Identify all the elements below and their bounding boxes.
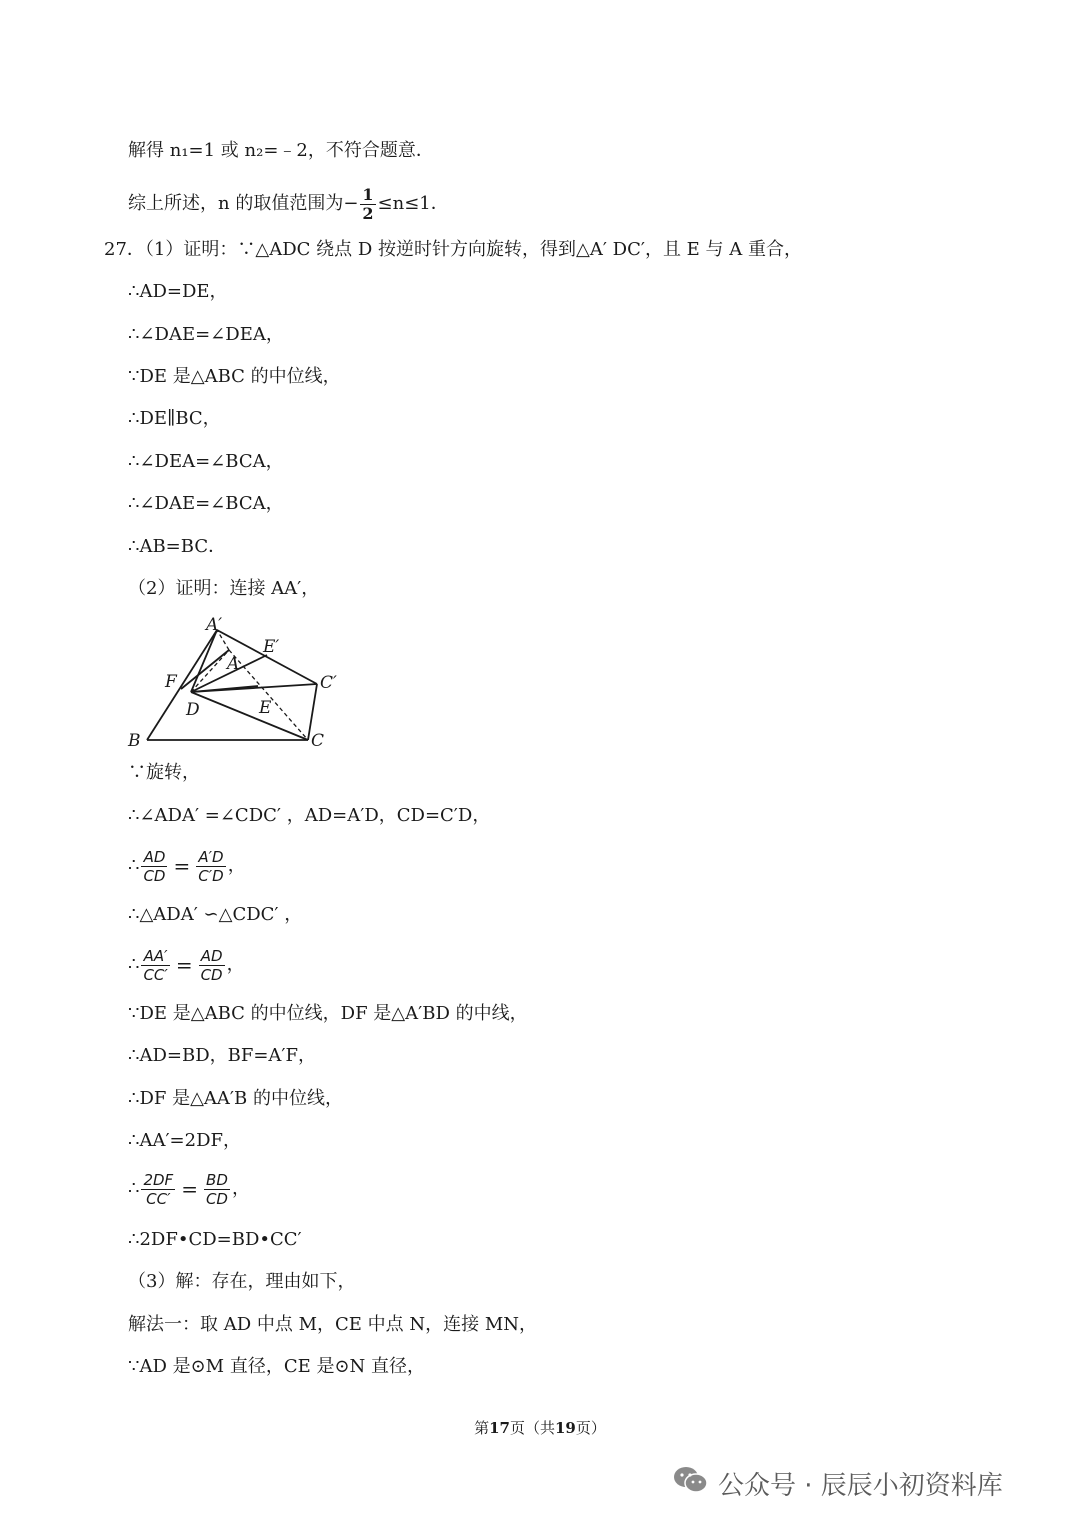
solution-line: ∵AD 是⊙M 直径，CE 是⊙N 直径，	[128, 1356, 426, 1377]
label-D: D	[186, 700, 200, 720]
line-text: ∴	[128, 954, 140, 975]
footer-text: 第	[474, 1419, 490, 1437]
solution-line: ∴DF 是△AA′B 的中位线，	[128, 1088, 343, 1109]
total-pages: 19	[555, 1419, 576, 1437]
solution-line: ∵DE 是△ABC 的中位线，	[128, 366, 341, 387]
label-C-prime: C′	[320, 673, 337, 693]
solution-line: ∴AD=BD，BF=A′F，	[128, 1045, 316, 1066]
solution-line: （2）证明：连接 AA′，	[128, 578, 320, 599]
line-text: ∴	[128, 855, 140, 876]
segment-FA	[181, 650, 229, 689]
label-B: B	[128, 731, 141, 751]
fraction	[199, 947, 225, 984]
fraction-denominator: CD	[143, 866, 166, 885]
solution-line: ∴∠DAE=∠BCA，	[128, 493, 284, 514]
equals-sign: =	[181, 1177, 198, 1201]
question-heading: 27．（1）证明：∵△ADC 绕点 D 按逆时针方向旋转，得到△A′ DC′，且 E 与 A 重合，	[104, 239, 802, 260]
solution-line	[128, 1166, 250, 1212]
solution-line: ∴AB=BC．	[128, 536, 227, 557]
fraction-denominator: CC′	[146, 1189, 171, 1208]
solution-line: ∵旋转，	[128, 762, 200, 783]
footer-text: 页（共	[509, 1419, 555, 1437]
label-A-prime: A′	[206, 615, 223, 635]
fraction-denominator: CD	[205, 1189, 228, 1208]
solution-line: ∴△ADA′ ∽△CDC′ ，	[128, 904, 303, 925]
fraction-numerator: AD	[199, 947, 225, 966]
fraction-numerator: AA′	[141, 947, 169, 966]
label-F: F	[165, 672, 177, 692]
segment-AC	[229, 650, 308, 740]
solution-line: ∴DE∥BC，	[128, 408, 221, 429]
fraction-numerator: 1	[362, 184, 374, 204]
solution-line: ∵DE 是△ABC 的中位线，DF 是△A′BD 的中线，	[128, 1003, 528, 1024]
segment-DC	[191, 692, 308, 740]
line-text: ，	[226, 954, 245, 975]
fraction-numerator: 2DF	[143, 1170, 174, 1189]
footer-text: 页）	[575, 1419, 606, 1437]
label-C: C	[311, 731, 325, 751]
watermark-text: 公众号 · 辰辰小初资料库	[718, 1471, 1003, 1501]
geometry-figure	[125, 612, 350, 752]
solution-line: 解法一：取 AD 中点 M，CE 中点 N，连接 MN，	[128, 1314, 538, 1335]
page-footer	[0, 1417, 1080, 1438]
fraction-numerator: AD	[141, 848, 167, 867]
page-number: 17	[489, 1419, 510, 1437]
solution-line	[128, 942, 245, 988]
line-text: ≤n≤1．	[377, 193, 449, 214]
label-E: E	[259, 698, 272, 718]
segment-DA	[191, 650, 229, 692]
solution-line	[128, 843, 246, 889]
solution-line	[128, 184, 449, 224]
solution-line: 解得 n₁=1 或 n₂=﹣2，不符合题意．	[128, 140, 434, 161]
solution-line: ∴2DF•CD=BD•CC′	[128, 1229, 302, 1250]
line-text: ∴	[128, 1178, 140, 1199]
solution-line: ∴∠ADA′ =∠CDC′ ，AD=A′D，CD=C′D，	[128, 805, 491, 826]
fraction-denominator: C′D	[198, 866, 224, 885]
solution-line: （3）解：存在，理由如下，	[128, 1271, 356, 1292]
fraction	[141, 947, 169, 984]
fraction	[141, 1171, 175, 1208]
fraction-numerator: BD	[204, 1171, 230, 1190]
fraction-numerator: A′D	[196, 848, 225, 867]
fraction-denominator: 2	[362, 203, 374, 223]
fraction	[360, 186, 375, 223]
line-text: ，	[227, 855, 246, 876]
watermark	[672, 1464, 1003, 1503]
fraction-denominator: CD	[200, 965, 223, 984]
fraction	[196, 848, 225, 885]
fraction	[204, 1171, 230, 1208]
solution-line: ∴AD=DE，	[128, 281, 228, 302]
equals-sign: =	[175, 953, 193, 977]
solution-line: ∴∠DEA=∠BCA，	[128, 451, 284, 472]
label-A: A	[227, 654, 240, 674]
segment-DA-prime	[191, 630, 217, 692]
solution-line: ∴AA′=2DF，	[128, 1130, 241, 1151]
line-text: ，	[231, 1178, 250, 1199]
line-text: 综上所述，n 的取值范围为−	[128, 193, 359, 214]
fraction	[141, 848, 167, 885]
solution-line: ∴∠DAE=∠DEA，	[128, 324, 284, 345]
fraction-denominator: CC′	[143, 965, 168, 984]
label-E-prime: E′	[263, 637, 280, 657]
wechat-icon	[672, 1464, 710, 1503]
equals-sign: =	[173, 854, 191, 878]
